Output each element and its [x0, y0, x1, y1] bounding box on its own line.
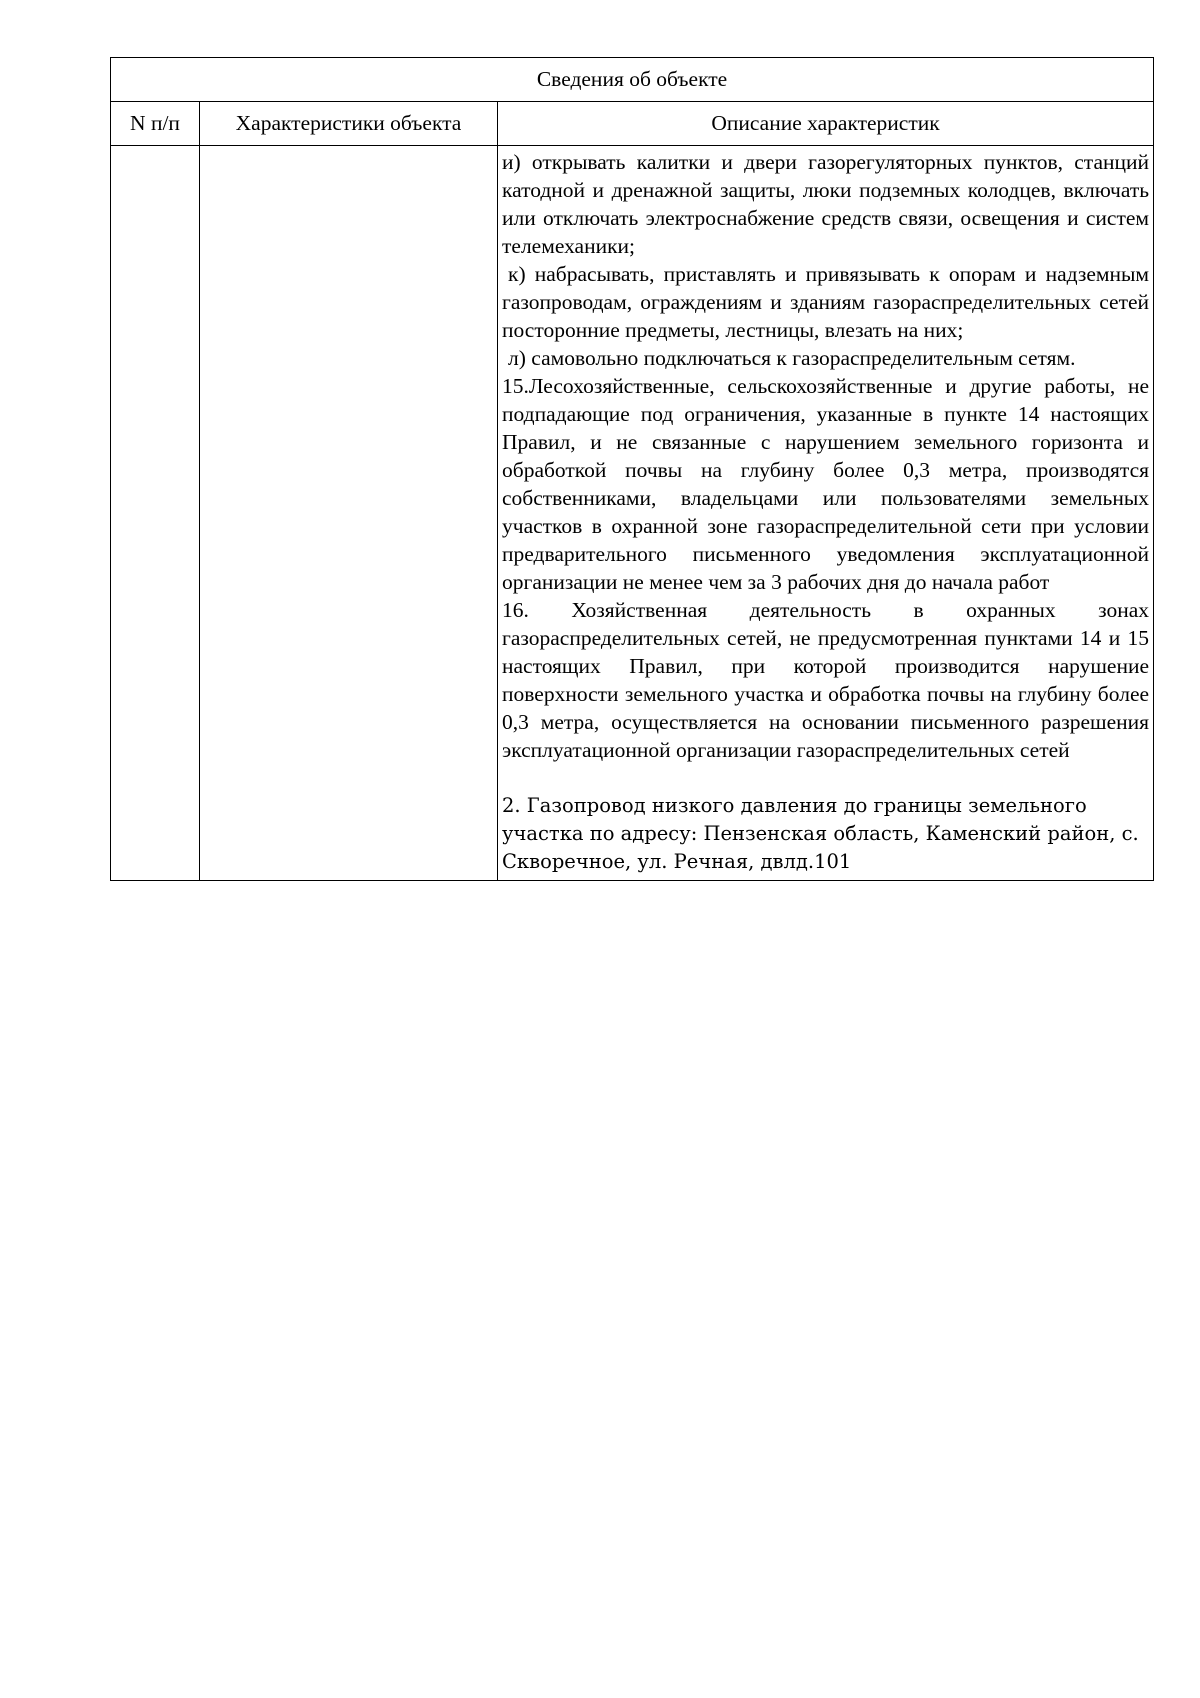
table-row	[111, 146, 1154, 881]
description-paragraph-k: к) набрасывать, приставлять и привязывать к опорам и надземным газопроводам, ограждениям и зданиям газораспределительных сетей посторонние предметы, лестницы, влезать на них;	[502, 262, 1150, 342]
table-header-row	[111, 102, 1154, 146]
description-paragraph-15: 15.Лесохозяйственные, сельскохозяйственные и другие работы, не подпадающие под ограничения, указанные в пункте 14 настоящих Правил, и не связанные с нарушением земельного горизонта и обработкой почвы на глубину более 0,3 метра, производятся собственниками, владельцами или пользователями земельных участков в охранной зоне газораспределительной сети при условии предварительного письменного уведомления эксплуатационной организации не менее чем за 3 рабочих дня до начала работ	[502, 374, 1150, 594]
description-paragraph-i: и) открывать калитки и двери газорегуляторных пунктов, станций катодной и дренажной защиты, люки подземных колодцев, включать или отключать электроснабжение средств связи, освещения и систем телемеханики;	[502, 150, 1150, 258]
object-info-table	[110, 57, 1154, 881]
cell-description	[498, 146, 1154, 881]
table-title-row	[111, 58, 1154, 102]
table-title: Сведения об объекте	[111, 58, 1154, 102]
paragraph-spacer	[502, 764, 1149, 792]
cell-characteristics	[200, 146, 498, 881]
column-header-description: Описание характеристик	[498, 102, 1154, 146]
gas-pipeline-address: 2. Газопровод низкого давления до границы земельного участка по адресу: Пензенская область, Каменский район, с. Скворечное, ул. Речная, двлд.101	[502, 794, 1139, 873]
column-header-number: N п/п	[111, 102, 200, 146]
description-paragraph-l: л) самовольно подключаться к газораспределительным сетям.	[508, 346, 1076, 370]
cell-number	[111, 146, 200, 881]
column-header-characteristics: Характеристики объекта	[200, 102, 498, 146]
description-paragraph-16: 16. Хозяйственная деятельность в охранных зонах газораспределительных сетей, не предусмотренная пунктами 14 и 15 настоящих Правил, при которой производится нарушение поверхности земельного участка и обработка почвы на глубину более 0,3 метра, осуществляется на основании письменного разрешения эксплуатационной организации газораспределительных сетей	[502, 598, 1150, 762]
